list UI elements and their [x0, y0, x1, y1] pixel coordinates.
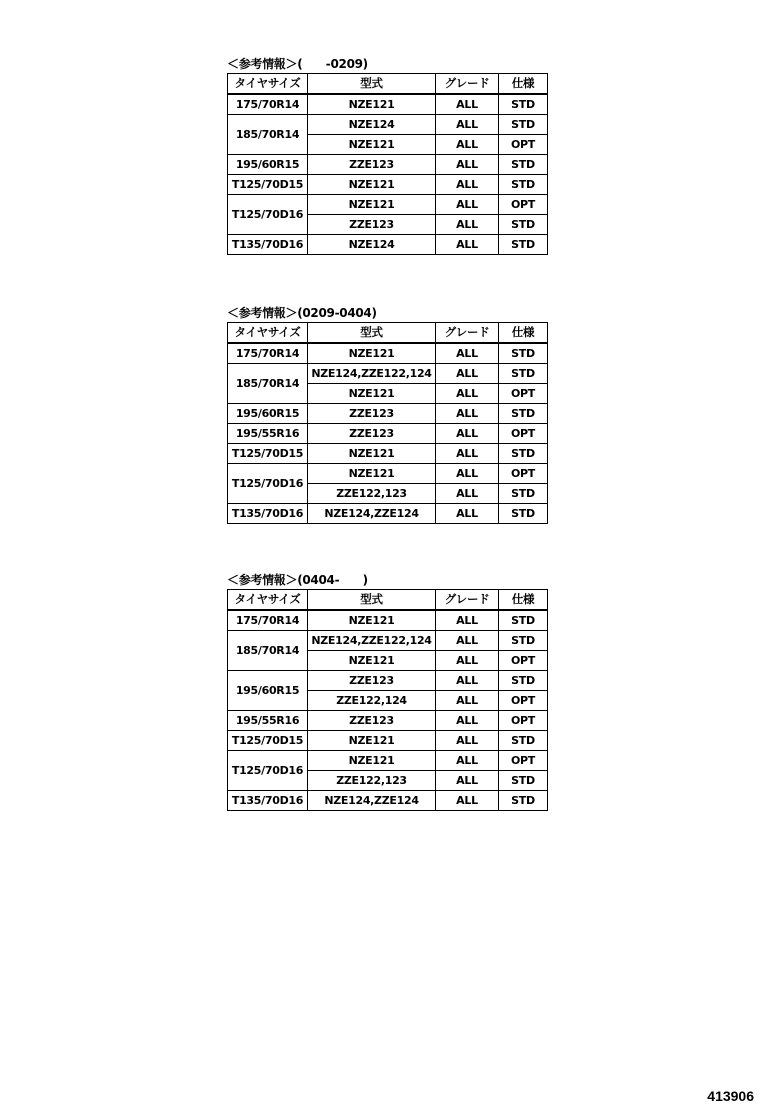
cell-model: NZE121 — [308, 651, 436, 671]
header-spec: 仕様 — [499, 323, 548, 344]
cell-spec: STD — [499, 115, 548, 135]
cell-model: NZE124 — [308, 115, 436, 135]
cell-tire-size: T135/70D16 — [228, 791, 308, 811]
table-row — [228, 94, 548, 115]
cell-model: ZZE122,123 — [308, 484, 436, 504]
cell-model: NZE121 — [308, 195, 436, 215]
cell-grade: ALL — [436, 504, 499, 524]
section-heading: ＜参考情報＞(0209-0404) — [227, 306, 377, 320]
table-row — [228, 195, 548, 215]
cell-grade: ALL — [436, 464, 499, 484]
reference-section-3 — [227, 571, 548, 811]
cell-tire-size: 175/70R14 — [228, 94, 308, 115]
header-model: 型式 — [308, 74, 436, 95]
cell-model: ZZE123 — [308, 671, 436, 691]
header-tire-size: タイヤサイズ — [228, 74, 308, 95]
header-grade: グレード — [436, 74, 499, 95]
cell-tire-size: T125/70D15 — [228, 175, 308, 195]
cell-tire-size: 195/60R15 — [228, 404, 308, 424]
section-heading: ＜参考情報＞( -0209) — [227, 57, 368, 71]
cell-grade: ALL — [436, 384, 499, 404]
cell-model: NZE124,ZZE122,124 — [308, 364, 436, 384]
cell-grade: ALL — [436, 94, 499, 115]
cell-model: NZE121 — [308, 384, 436, 404]
cell-model: NZE121 — [308, 464, 436, 484]
header-grade: グレード — [436, 323, 499, 344]
cell-tire-size: 175/70R14 — [228, 610, 308, 631]
cell-model: ZZE123 — [308, 404, 436, 424]
cell-grade: ALL — [436, 175, 499, 195]
cell-tire-size: T125/70D15 — [228, 731, 308, 751]
cell-model: NZE121 — [308, 135, 436, 155]
cell-tire-size: 195/60R15 — [228, 671, 308, 711]
header-spec: 仕様 — [499, 590, 548, 611]
cell-spec: STD — [499, 791, 548, 811]
cell-spec: OPT — [499, 195, 548, 215]
cell-grade: ALL — [436, 711, 499, 731]
cell-tire-size: T125/70D16 — [228, 751, 308, 791]
cell-model: NZE124,ZZE122,124 — [308, 631, 436, 651]
header-tire-size: タイヤサイズ — [228, 323, 308, 344]
header-row — [228, 590, 548, 611]
table-row — [228, 235, 548, 255]
header-model: 型式 — [308, 323, 436, 344]
cell-spec: STD — [499, 364, 548, 384]
cell-tire-size: 175/70R14 — [228, 343, 308, 364]
cell-tire-size: T135/70D16 — [228, 235, 308, 255]
cell-spec: OPT — [499, 691, 548, 711]
header-row — [228, 74, 548, 95]
header-model: 型式 — [308, 590, 436, 611]
table-row — [228, 751, 548, 771]
cell-grade: ALL — [436, 484, 499, 504]
cell-spec: OPT — [499, 135, 548, 155]
cell-grade: ALL — [436, 771, 499, 791]
cell-spec: STD — [499, 404, 548, 424]
cell-model: ZZE123 — [308, 155, 436, 175]
cell-grade: ALL — [436, 155, 499, 175]
cell-model: NZE121 — [308, 751, 436, 771]
cell-spec: STD — [499, 155, 548, 175]
cell-spec: OPT — [499, 464, 548, 484]
header-tire-size: タイヤサイズ — [228, 590, 308, 611]
table-row — [228, 731, 548, 751]
cell-tire-size: 195/60R15 — [228, 155, 308, 175]
cell-grade: ALL — [436, 651, 499, 671]
table-row — [228, 424, 548, 444]
cell-model: NZE121 — [308, 94, 436, 115]
cell-spec: STD — [499, 444, 548, 464]
cell-model: NZE124 — [308, 235, 436, 255]
cell-spec: STD — [499, 610, 548, 631]
cell-grade: ALL — [436, 404, 499, 424]
cell-tire-size: 185/70R14 — [228, 364, 308, 404]
cell-spec: OPT — [499, 384, 548, 404]
tire-spec-table — [227, 73, 548, 255]
table-row — [228, 115, 548, 135]
cell-spec: OPT — [499, 751, 548, 771]
cell-model: NZE121 — [308, 343, 436, 364]
tire-spec-table — [227, 589, 548, 811]
cell-grade: ALL — [436, 195, 499, 215]
cell-spec: STD — [499, 771, 548, 791]
table-row — [228, 671, 548, 691]
cell-spec: STD — [499, 731, 548, 751]
table-row — [228, 343, 548, 364]
cell-spec: STD — [499, 343, 548, 364]
cell-tire-size: T125/70D16 — [228, 464, 308, 504]
tire-spec-table — [227, 322, 548, 524]
cell-model: ZZE123 — [308, 711, 436, 731]
table-row — [228, 175, 548, 195]
cell-tire-size: T125/70D16 — [228, 195, 308, 235]
cell-spec: STD — [499, 671, 548, 691]
cell-grade: ALL — [436, 444, 499, 464]
cell-tire-size: 195/55R16 — [228, 424, 308, 444]
document-number: 413906 — [707, 1088, 754, 1104]
table-row — [228, 444, 548, 464]
table-row — [228, 711, 548, 731]
cell-model: NZE124,ZZE124 — [308, 791, 436, 811]
cell-model: NZE124,ZZE124 — [308, 504, 436, 524]
cell-spec: STD — [499, 504, 548, 524]
table-row — [228, 464, 548, 484]
cell-spec: STD — [499, 215, 548, 235]
cell-model: NZE121 — [308, 731, 436, 751]
section-heading: ＜参考情報＞(0404- ) — [227, 573, 368, 587]
table-row — [228, 404, 548, 424]
cell-spec: STD — [499, 631, 548, 651]
cell-tire-size: 185/70R14 — [228, 115, 308, 155]
cell-grade: ALL — [436, 364, 499, 384]
cell-tire-size: T125/70D15 — [228, 444, 308, 464]
cell-grade: ALL — [436, 671, 499, 691]
cell-spec: STD — [499, 484, 548, 504]
cell-tire-size: 195/55R16 — [228, 711, 308, 731]
cell-grade: ALL — [436, 610, 499, 631]
cell-grade: ALL — [436, 731, 499, 751]
cell-spec: STD — [499, 94, 548, 115]
cell-model: NZE121 — [308, 175, 436, 195]
header-spec: 仕様 — [499, 74, 548, 95]
cell-grade: ALL — [436, 215, 499, 235]
table-row — [228, 610, 548, 631]
reference-section-1 — [227, 55, 548, 255]
cell-grade: ALL — [436, 791, 499, 811]
reference-section-2 — [227, 304, 548, 524]
cell-model: NZE121 — [308, 444, 436, 464]
cell-spec: OPT — [499, 651, 548, 671]
cell-model: ZZE123 — [308, 215, 436, 235]
cell-grade: ALL — [436, 751, 499, 771]
header-grade: グレード — [436, 590, 499, 611]
cell-grade: ALL — [436, 424, 499, 444]
cell-grade: ALL — [436, 135, 499, 155]
cell-grade: ALL — [436, 631, 499, 651]
cell-grade: ALL — [436, 691, 499, 711]
cell-tire-size: T135/70D16 — [228, 504, 308, 524]
cell-tire-size: 185/70R14 — [228, 631, 308, 671]
cell-model: ZZE122,124 — [308, 691, 436, 711]
header-row — [228, 323, 548, 344]
cell-spec: STD — [499, 235, 548, 255]
cell-spec: OPT — [499, 424, 548, 444]
cell-grade: ALL — [436, 343, 499, 364]
table-row — [228, 504, 548, 524]
table-row — [228, 155, 548, 175]
cell-spec: STD — [499, 175, 548, 195]
cell-grade: ALL — [436, 235, 499, 255]
cell-model: ZZE122,123 — [308, 771, 436, 791]
cell-grade: ALL — [436, 115, 499, 135]
cell-spec: OPT — [499, 711, 548, 731]
table-row — [228, 791, 548, 811]
table-row — [228, 631, 548, 651]
table-row — [228, 364, 548, 384]
cell-model: NZE121 — [308, 610, 436, 631]
cell-model: ZZE123 — [308, 424, 436, 444]
